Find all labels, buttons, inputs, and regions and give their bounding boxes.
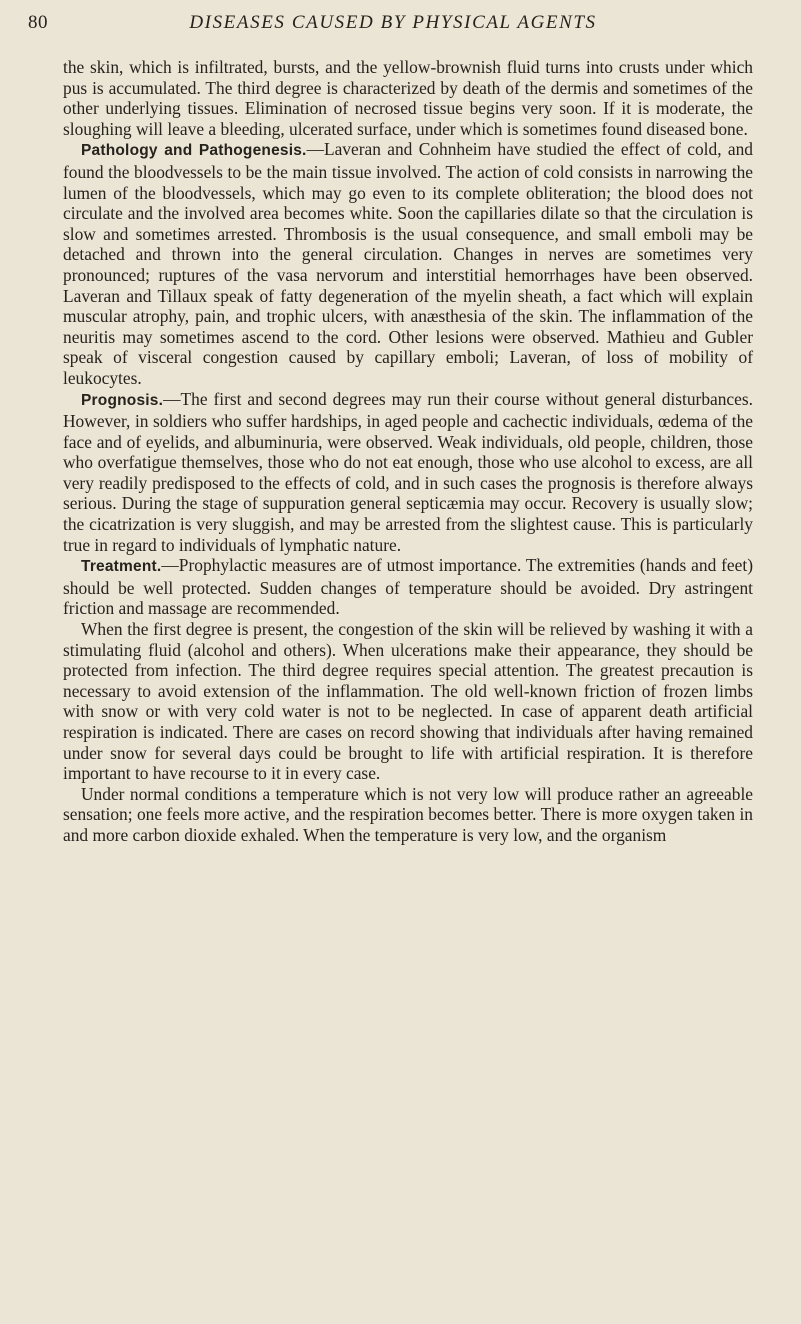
- page-header: [28, 8, 758, 40]
- paragraph-normal-conditions: Under normal conditions a temperature which is not very low will produce rather an agreeable sensation; one feels more active, and the respiration becomes better. There is more oxygen taken in and more carbon dioxide exhaled. When the temperature is very low, and the organism: [63, 783, 753, 845]
- paragraph-treatment: [63, 555, 753, 619]
- paragraph-prognosis: [63, 389, 753, 556]
- paragraph-first-degree: When the first degree is present, the congestion of the skin will be relieved by washing it with a stimulating fluid (alcohol and others). When ulcerations make their appearance, they should be protected from infection. The third degree requires special attention. The greatest precaution is necessary to avoid extension of the inflammation. The old well-known friction of frozen limbs with snow or with very cold water is not to be neglected. In case of apparent death artificial respiration is indicated. There are cases on record showing that individuals after having remained under snow for several days could be brought to life with artificial respiration. It is therefore important to have recourse to it in every case.: [63, 619, 753, 784]
- section-heading-pathology: Pathology and Pathogenesis.: [81, 142, 307, 160]
- paragraph-prognosis-text: —The first and second degrees may run their course without general disturbances. However, in soldiers who suffer hardships, in aged people and cachectic individuals, œdema of the face and of eyelids, and albuminuria, were observed. Weak individuals, old people, children, those who overfatigue themselves, those who do not eat enough, those who use alcohol to excess, are all very readily predisposed to the effects of cold, and in such cases the prognosis is therefore always serious. During the stage of suppuration general septicæmia may occur. Recovery is usually slow; the cicatrization is very sluggish, and may be arrested from the slightest cause. This is particularly true in regard to individuals of lymphatic nature.: [63, 388, 753, 555]
- paragraph-continuation: the skin, which is infiltrated, bursts, and the yellow-brownish fluid turns into crusts under which pus is accumulated. The third degree is characterized by death of the dermis and sometimes of the other underlying tissues. Elimination of necrosed tissue begins very soon. If it is moderate, the sloughing will leave a bleeding, ulcerated surface, under which is sometimes found diseased bone.: [63, 57, 753, 139]
- section-heading-treatment: Treatment.: [81, 558, 162, 576]
- paragraph-pathology-text: —Laveran and Cohnheim have studied the effect of cold, and found the bloodvessels to be the main tissue involved. The action of cold consists in narrowing the lumen of the bloodvessels, which may go even to its complete obliteration; the blood does not circulate and the involved area becomes white. Soon the capillaries dilate so that the circulation is slow and sometimes arrested. Thrombosis is the usual consequence, and small emboli may be detached and thrown into the general circulation. Changes in nerves are sometimes very pronounced; ruptures of the vasa nervorum and interstitial hemorrhages have been observed. Laveran and Tillaux speak of fatty degeneration of the myelin sheath, a fact which will explain muscular atrophy, pain, and trophic ulcers, with anæsthesia of the skin. The inflammation of the neuritis may sometimes ascend to the cord. Other lesions were observed. Mathieu and Gubler speak of visceral congestion caused by capillary emboli; Laveran, of loss of mobility of leukocytes.: [63, 139, 753, 388]
- page-body: [63, 57, 753, 846]
- section-heading-prognosis: Prognosis.: [81, 391, 164, 409]
- page-number: 80: [28, 12, 48, 33]
- paragraph-pathology: [63, 139, 753, 388]
- paragraph-treatment-text: —Prophylactic measures are of utmost importance. The extremities (hands and feet) should be well protected. Sudden changes of temperature should be avoided. Dry astringent friction and massage are recommended.: [63, 555, 753, 619]
- running-title: DISEASES CAUSED BY PHYSICAL AGENTS: [189, 12, 597, 33]
